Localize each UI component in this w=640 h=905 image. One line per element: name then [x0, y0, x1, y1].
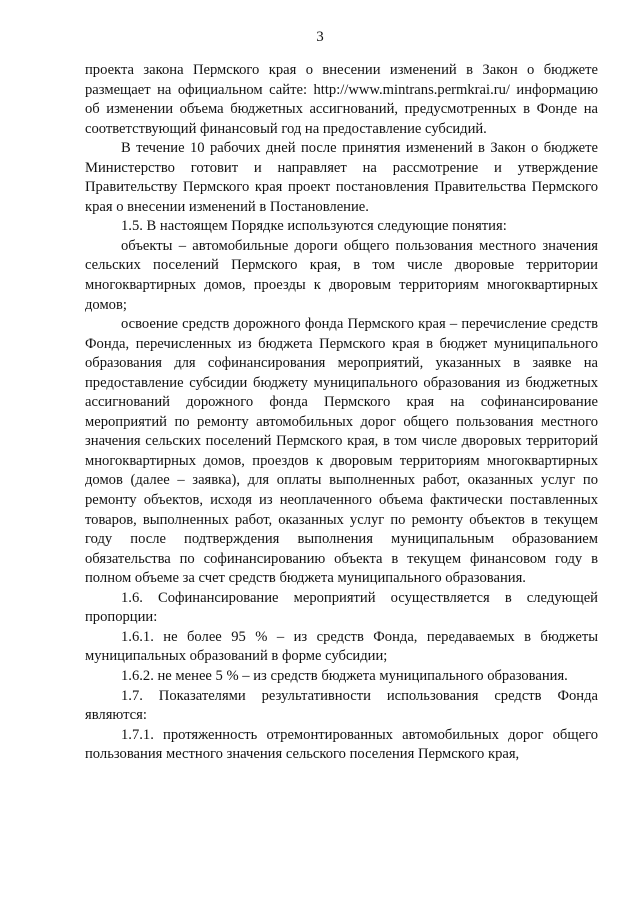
paragraph-draft-law-publication: проекта закона Пермского края о внесении изменений в Закон о бюджете размещает на официальном сайте: http://www.mintrans.permkrai.ru/ информацию об изменении объема бюджетных ассигнований, предусмотренных в Фонде на соответствующий финансовый год на предоставление субсидий.	[85, 62, 598, 137]
document-body	[85, 61, 598, 765]
paragraph-ministry-deadline: В течение 10 рабочих дней после принятия изменений в Закон о бюджете Министерство готовит и направляет на рассмотрение и утверждение Правительству Пермского края проект постановления Правительства Пермского края о внесении изменений в Постановление.	[85, 140, 598, 215]
page-number: 3	[316, 29, 324, 45]
paragraph-1-7-indicators: 1.7. Показателями результативности использования средств Фонда являются:	[85, 687, 598, 724]
paragraph-definition-objects: объекты – автомобильные дороги общего пользования местного значения сельских поселений Пермского края, в том числе дворовые территории многоквартирных домов, проезды к дворовым территориям многоквартирных домов;	[85, 237, 598, 313]
paragraph-1-6-1: 1.6.1. не более 95 % – из средств Фонда, передаваемых в бюджеты муниципальных образований в форме субсидии;	[85, 628, 598, 665]
paragraph-1-6-2: 1.6.2. не менее 5 % – из средств бюджета муниципального образования.	[121, 667, 568, 684]
paragraph-1-6-cofinancing: 1.6. Софинансирование мероприятий осуществляется в следующей пропорции:	[85, 589, 598, 626]
paragraph-definition-fund-use: освоение средств дорожного фонда Пермского края – перечисление средств Фонда, перечисленных из бюджета Пермского края в бюджет муниципального образования для софинансирования мероприятий, указанных в заявке на предоставление субсидии бюджету муниципального образования из бюджетных ассигнований дорожного фонда Пермского края на софинансирование мероприятий по ремонту автомобильных дорог общего пользования местного значения сельских поселений Пермского края, в том числе дворовых территорий многоквартирных домов, проездов к дворовым территориям многоквартирных домов (далее – заявка), для оплаты выполненных работ, оказанных услуг по ремонту объектов, исходя из неоплаченного объема фактически поставленных товаров, выполненных работ, оказанных услуг по ремонту объектов в текущем году после подтверждения выполнения муниципальным образованием обязательства по софинансированию объекта в текущем финансовом году в полном объеме за счет средств бюджета муниципального образования.	[85, 316, 598, 587]
paragraph-1-7-1: 1.7.1. протяженность отремонтированных автомобильных дорог общего пользования местного значения сельского поселения Пермского края,	[85, 726, 598, 763]
paragraph-1-5-definitions: 1.5. В настоящем Порядке используются следующие понятия:	[121, 218, 507, 235]
